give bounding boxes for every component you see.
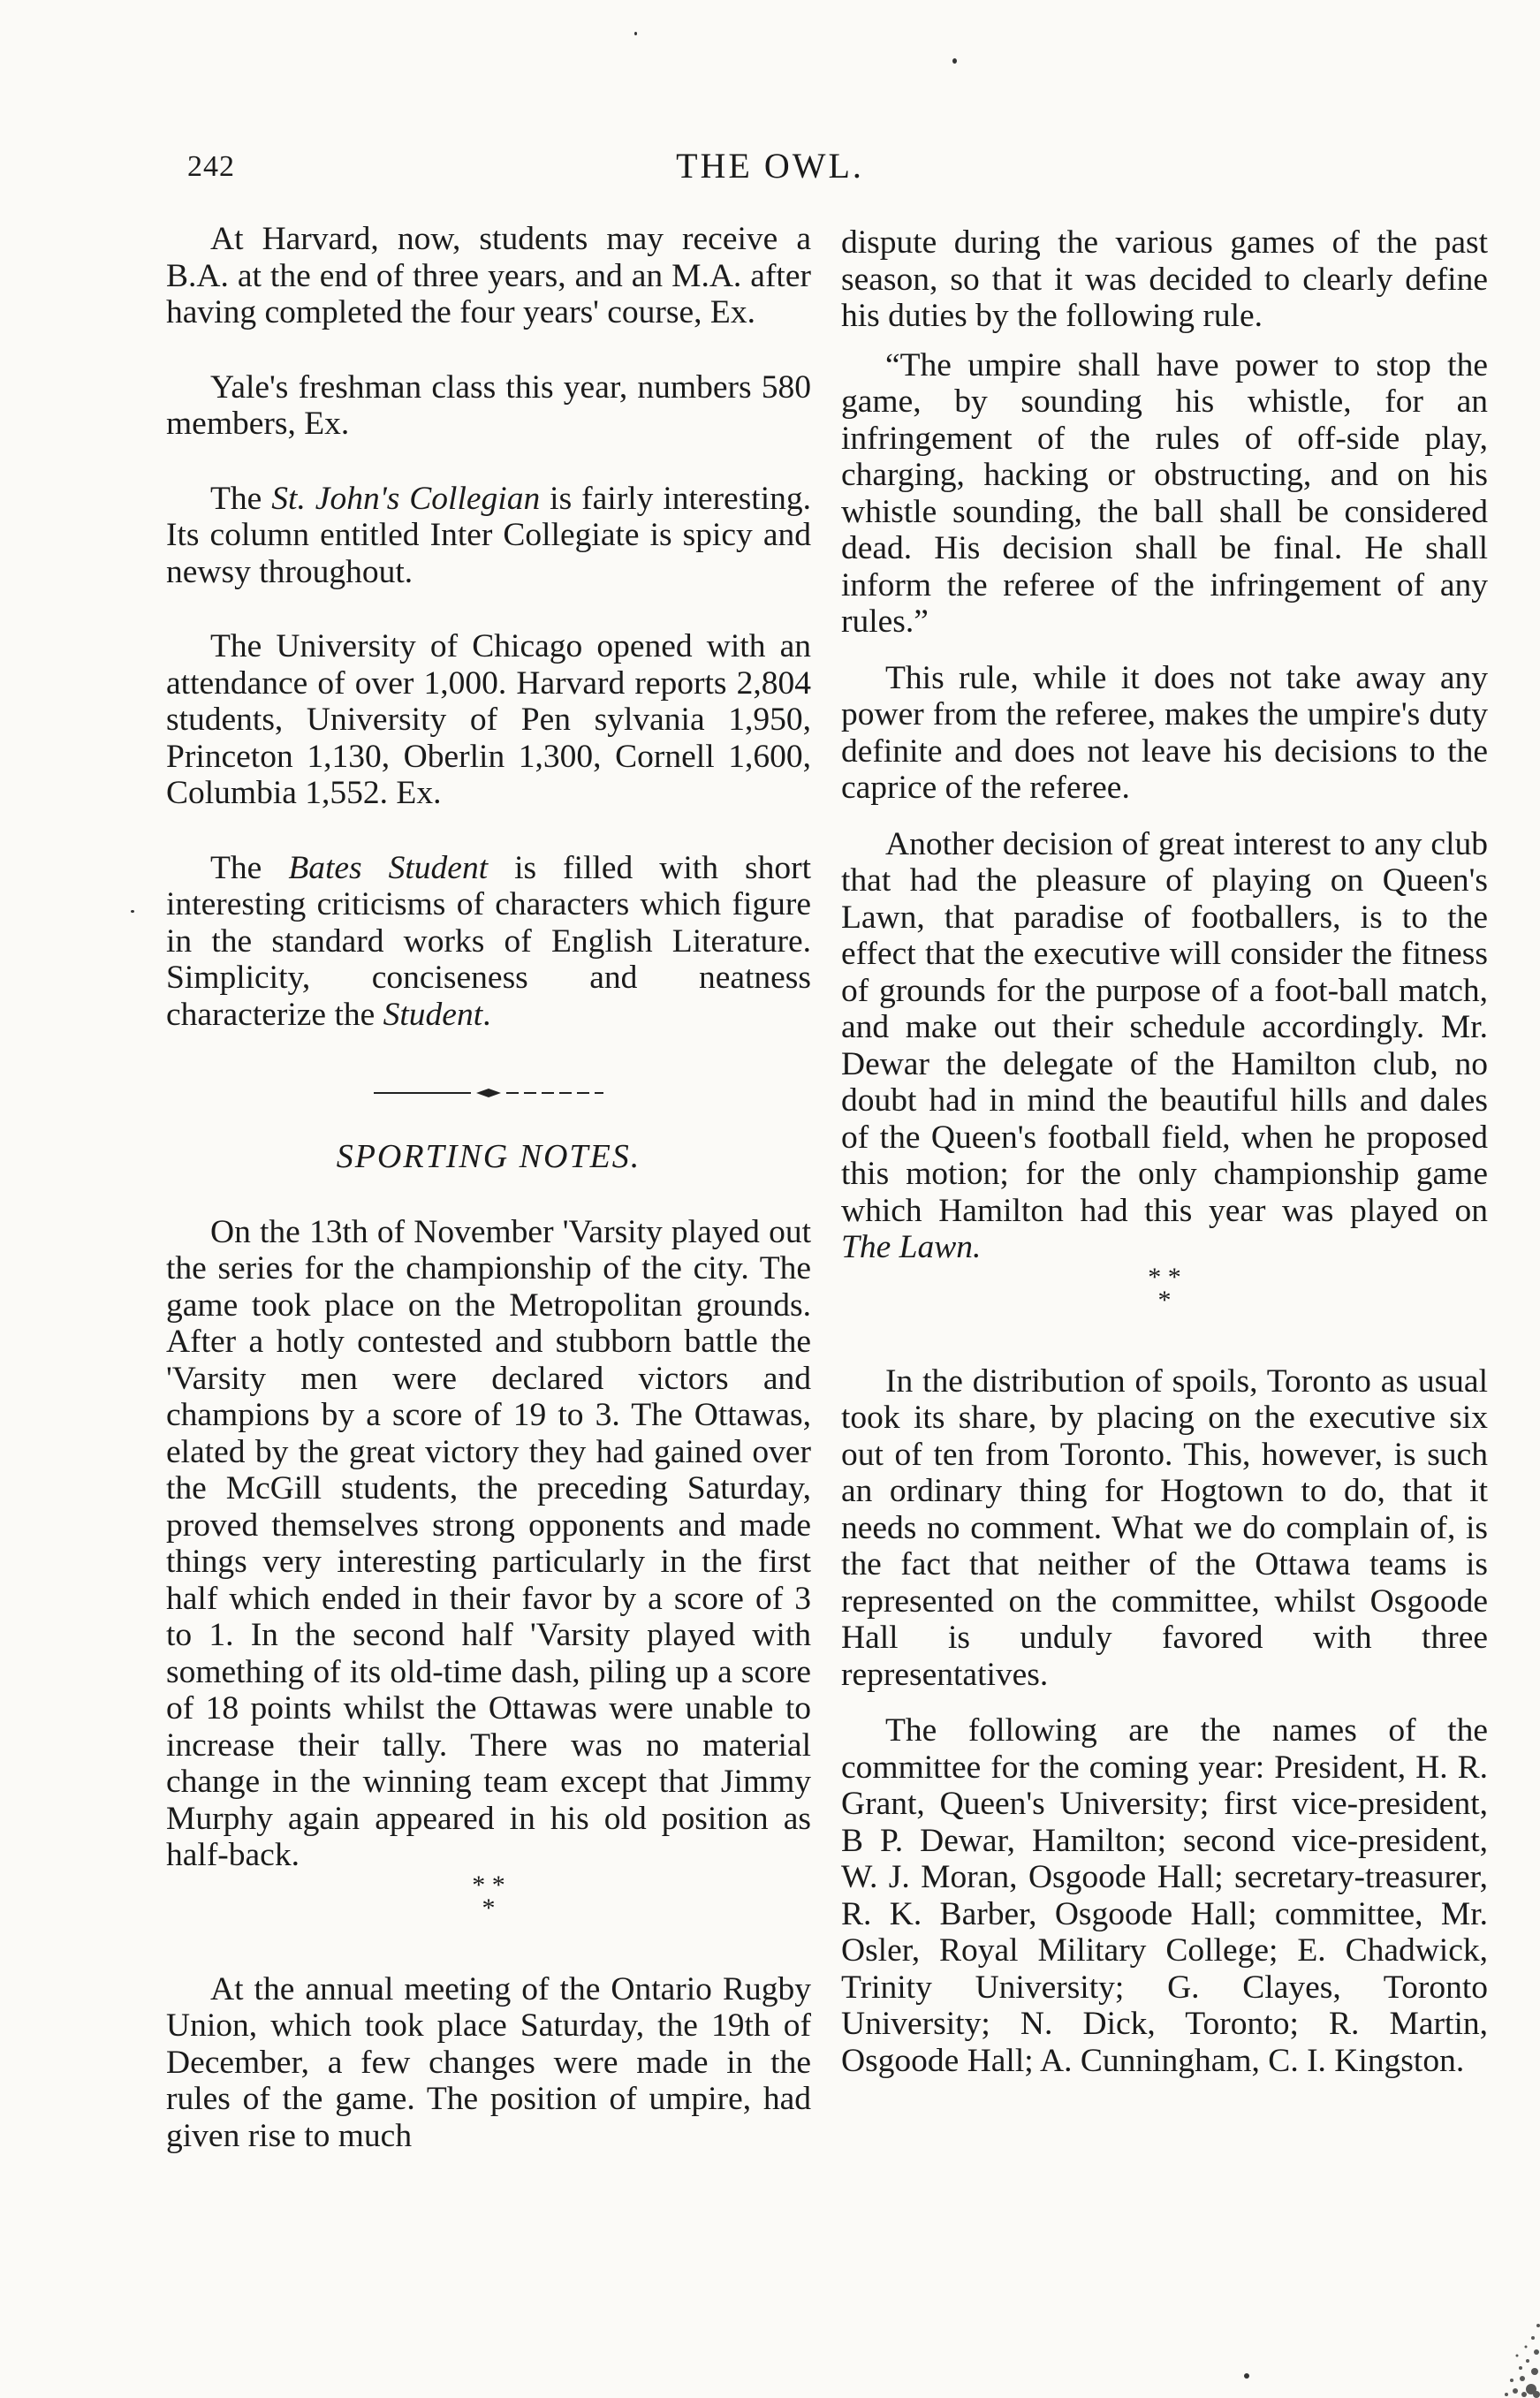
paragraph-chicago: The University of Chicago opened with an attendance of over 1,000. Harvard reports 2,804 students, University of Pen sylvania 1,950, Princeton 1,130, Oberlin 1,300, Cornell 1,600, Columbia 1,552. Ex.: [166, 628, 811, 811]
paragraph-collegian: [166, 481, 811, 591]
asterism: [166, 1870, 811, 1923]
paragraph-harvard: At Harvard, now, students may receive a B.A. at the end of three years, and an M.A. after having completed the four years' course, Ex.: [166, 221, 811, 330]
asterism-top: * *: [1148, 1262, 1181, 1292]
publication-title: Student: [383, 996, 483, 1033]
publication-title: Bates Student: [288, 849, 489, 886]
paragraph-spoils: In the distribution of spoils, Toronto as usual took its share, by placing on the executive six out of ten from Toronto. This, however, is such an ordinary thing for Hogtown to do, that it needs no comment. What we do complain of, is the fact that neither of the Ottawa teams is represented on the committee, whilst Osgoode Hall is unduly favored with three representatives.: [841, 1362, 1488, 1693]
asterism-bottom: *: [482, 1893, 496, 1923]
paragraph-queens-lawn: [841, 826, 1488, 1266]
paragraph-bates: [166, 850, 811, 1034]
text-run: The: [210, 480, 272, 517]
paragraph-yale: Yale's freshman class this year, numbers 580 members, Ex.: [166, 368, 811, 442]
text-run: is fairly interesting. Its column entitled Inter Collegiate is spicy and newsy throughout.: [166, 480, 812, 590]
asterism: [841, 1262, 1488, 1315]
ink-speck: [1244, 2373, 1249, 2379]
paragraph-rule-effect: This rule, while it does not take away any power from the referee, makes the umpire's duty definite and does not leave his decisions to the caprice of the referee.: [841, 659, 1488, 806]
section-title: SPORTING NOTES.: [336, 1138, 641, 1175]
paragraph-dispute: dispute during the various games of the past season, so that it was decided to clearly define his duties by the following rule.: [841, 224, 1488, 334]
ink-speck: [131, 910, 134, 913]
paragraph-rugby-union: At the annual meeting of the Ontario Rugby Union, which took place Saturday, the 19th of December, a few changes were made in the rules of the game. The position of umpire, had given rise to much: [166, 1970, 811, 2154]
place-title: The Lawn.: [841, 1229, 982, 1265]
text-run: .: [482, 996, 491, 1033]
text-run: Another decision of great interest to any club that had the pleasure of playing on Queen's Lawn, that paradise of footballers, is to the effect that the executive will consider the fitness of grounds for the purpose of a foot-ball match, and make out their schedule accordingly. Mr. Dewar the delegate of the Hamilton club, no doubt had in mind the beautiful hills and dales of the Queen's football field, when he proposed this motion; for the only championship game which Hamilton had this year was played on: [841, 825, 1488, 1229]
paragraph-committee: The following are the names of the committee for the coming year: President, H. R. Grant, Queen's University; first vice-president, B P. Dewar, Hamilton; second vice-president, W. J. Moran, Osgoode Hall; secretary-treasurer, R. K. Barber, Osgoode Hall; committee, Mr. Osler, Royal Military College; E. Chadwick, Trinity University; G. Clayes, Toronto University; N. Dick, Toronto; R. Martin, Osgoode Hall; A. Cunningham, C. I. Kingston.: [841, 1712, 1488, 2079]
ink-speck: [952, 58, 957, 64]
right-column: [841, 224, 1488, 2079]
ink-speck: [634, 32, 637, 35]
running-head: THE OWL.: [676, 146, 864, 186]
scan-edge-noise: [1460, 2221, 1540, 2398]
text-run: The: [210, 849, 289, 886]
paragraph-championship: On the 13th of November 'Varsity played out the series for the championship of the city. The game took place on the Metropolitan grounds. After a hotly contested and stubborn battle the 'Varsity men were declared victors and champions by a score of 19 to 3. The Ottawas, elated by the great victory they had gained over the McGill students, the preceding Saturday, proved themselves strong opponents and made things very interesting particularly in the first half which ended in their favor by a score of 3 to 1. In the second half 'Varsity played with something of its old-time dash, piling up a score of 18 points whilst the Ottawas were unable to increase their tally. There was no material change in the winning team except that Jimmy Murphy again appeared in his old position as half-back.: [166, 1213, 811, 1873]
left-column: [166, 221, 811, 2154]
publication-title: St. John's Collegian: [271, 480, 541, 517]
ornament-rule: [374, 1084, 603, 1102]
page-number: 242: [187, 150, 235, 183]
asterism-bottom: *: [1157, 1285, 1172, 1315]
paragraph-umpire-rule: “The umpire shall have power to stop the game, by sounding his whistle, for an infringement of the rules of off-side play, charging, hacking or obstructing, and on his whistle sounding, the ball shall be considered dead. His decision shall be final. He shall inform the referee of the infringement of any rules.”: [841, 346, 1488, 640]
asterism-top: * *: [472, 1870, 505, 1900]
text-run: is filled with short interesting criticisms of characters which figure in the standard works of English Literature. Simplicity, conciseness and neatness characterize the: [166, 849, 811, 1033]
